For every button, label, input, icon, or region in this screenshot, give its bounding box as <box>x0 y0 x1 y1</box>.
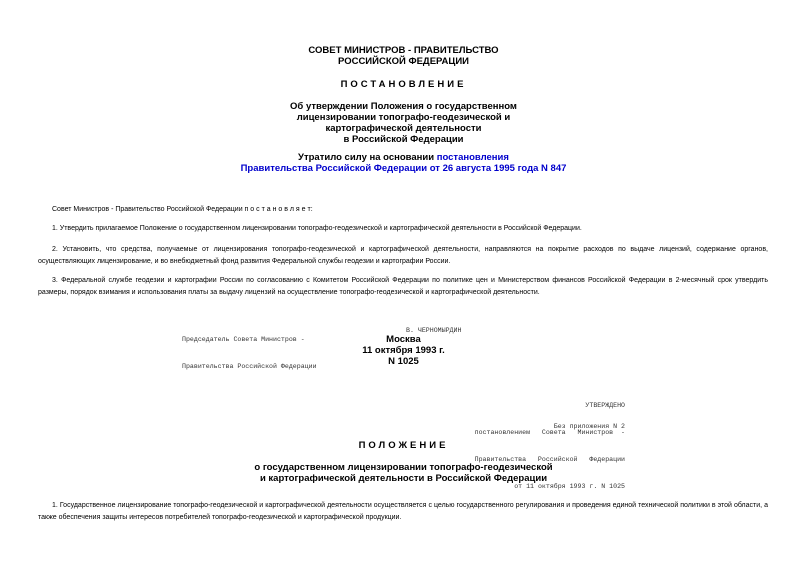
paragraph-3: 3. Федеральной службе геодезии и картографии России по согласованию с Комитетом Российской Федерации по политике цен и Министерством финансов Российской Федерации в 2-месячный срок утвердить размеры, порядок взимания и использования платы за выдачу лицензий на осуществление топографо-геодезической и картографической деятельности. <box>38 277 768 296</box>
approval-line-4: от 11 октября 1993 г. N 1025 <box>514 483 625 490</box>
signatory-line-1: Председатель Совета Министров - <box>182 336 305 343</box>
doc-title-line-4: в Российской Федерации <box>343 134 464 145</box>
doc-title-line-1: Об утверждении Положения о государственном <box>290 101 517 112</box>
issuer-line-1: СОВЕТ МИНИСТРОВ - ПРАВИТЕЛЬСТВО <box>308 45 499 56</box>
date: 11 октября 1993 г. <box>362 345 445 356</box>
signatory-line-2: Правительства Российской Федерации <box>182 363 317 370</box>
regulation-title <box>0 462 807 484</box>
doc-type: ПОСТАНОВЛЕНИЕ <box>340 79 467 90</box>
doc-number: N 1025 <box>388 356 419 367</box>
doc-title <box>0 101 807 145</box>
lost-force-note <box>0 152 807 174</box>
lost-force-prefix: Утратило силу на основании <box>298 152 437 163</box>
lost-force-link-1[interactable]: постановления <box>436 152 509 163</box>
paragraph-2: 2. Установить, что средства, получаемые от лицензирования топографо-геодезической и картографической деятельности, направляются на покрытие расходов по выдаче лицензий, содержание органов, осуществляющих лицензирование, и во внебюджетный фонд развития Федеральной службы геодезии и картографии России. <box>38 246 768 265</box>
regulation-title-line-1: о государственном лицензировании топографо-геодезической <box>254 462 553 473</box>
issuer-line-2: РОССИЙСКОЙ ФЕДЕРАЦИИ <box>337 56 469 67</box>
approval-line-1: УТВЕРЖДЕНО <box>585 402 625 409</box>
attachment-note: Без приложения N 2 <box>553 423 625 430</box>
signatory-name: В. ЧЕРНОМЫРДИН <box>406 327 462 334</box>
approval-line-2: постановлением Совета Министров - <box>474 429 625 436</box>
regulation-title-line-2: и картографической деятельности в Российской Федерации <box>259 473 548 484</box>
paragraph-1: 1. Утвердить прилагаемое Положение о государственном лицензировании топографо-геодезической и картографической деятельности в Российской Федерации. <box>52 225 582 232</box>
city: Москва <box>386 334 421 345</box>
lost-force-link-2[interactable]: Правительства Российской Федерации от 26 августа 1995 года N 847 <box>240 163 567 174</box>
regulation-heading: ПОЛОЖЕНИЕ <box>358 440 449 451</box>
issuer-header <box>0 45 807 67</box>
doc-title-line-3: картографической деятельности <box>325 123 482 134</box>
doc-title-line-2: лицензировании топографо-геодезической и <box>296 112 511 123</box>
place-date-number <box>0 334 807 367</box>
intro-text: Совет Министров - Правительство Российской Федерации п о с т а н о в л я е т: <box>52 206 313 213</box>
approval-line-3: Правительства Российской Федерации <box>474 456 625 463</box>
regulation-paragraph-1: 1. Государственное лицензирование топографо-геодезической и картографической деятельности осуществляется с целью государственного регулирования и проведения единой технической политики в этой области, а также обеспечения защиты интересов потребителей топографо-геодезической и картографической продукции. <box>38 502 768 521</box>
